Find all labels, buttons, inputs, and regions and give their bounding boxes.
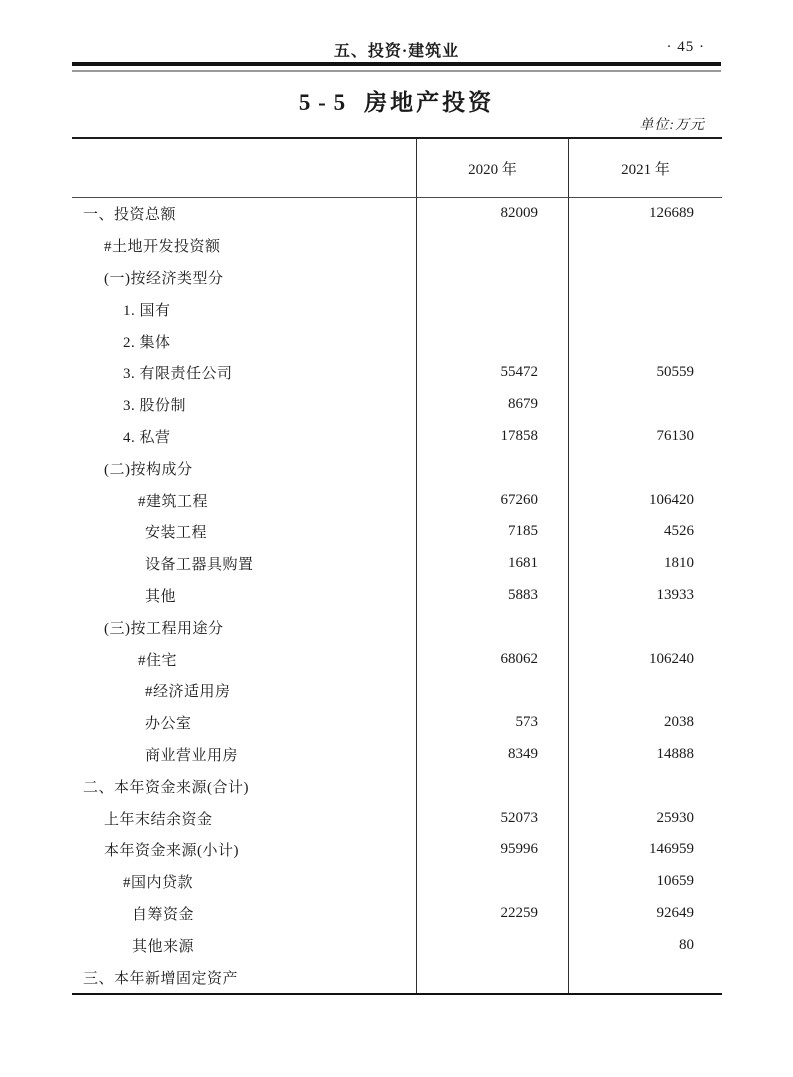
value-2021: 92649 <box>568 898 722 930</box>
table-row <box>72 898 722 930</box>
row-label: (一)按经济类型分 <box>104 270 224 287</box>
row-label: (二)按构成分 <box>104 461 193 478</box>
value-2021 <box>568 230 722 262</box>
table-row <box>72 357 722 389</box>
value-2021 <box>568 389 722 421</box>
col-header-2021: 2021 年 <box>568 139 722 197</box>
value-2020: 1681 <box>416 548 568 580</box>
row-label: 3. 有限责任公司 <box>123 366 233 383</box>
table-row <box>72 770 722 802</box>
head-rule-thick <box>72 62 721 66</box>
row-label: #住宅 <box>138 652 178 669</box>
value-2021: 4526 <box>568 516 722 548</box>
row-label: 自筹资金 <box>132 906 195 923</box>
table-row <box>72 452 722 484</box>
row-label: 其他 <box>145 588 177 605</box>
row-label: 安装工程 <box>145 525 208 542</box>
table-row <box>72 293 722 325</box>
value-2021: 50559 <box>568 357 722 389</box>
value-2021: 80 <box>568 929 722 961</box>
col-header-2020: 2020 年 <box>416 139 568 197</box>
value-2021: 126689 <box>568 198 722 230</box>
table-header-row <box>72 137 722 198</box>
value-2020: 67260 <box>416 484 568 516</box>
value-2020 <box>416 770 568 802</box>
table-row <box>72 929 722 961</box>
value-2021: 106420 <box>568 484 722 516</box>
value-2020 <box>416 452 568 484</box>
row-label: 3. 股份制 <box>123 398 187 415</box>
row-label: 三、本年新增固定资产 <box>83 970 239 987</box>
row-label: (三)按工程用途分 <box>104 620 224 637</box>
value-2020 <box>416 611 568 643</box>
value-2020 <box>416 929 568 961</box>
value-2020 <box>416 262 568 294</box>
row-label: 商业营业用房 <box>145 747 239 764</box>
row-label: 办公室 <box>145 716 192 733</box>
value-2020: 8349 <box>416 739 568 771</box>
table-row <box>72 866 722 898</box>
value-2020: 17858 <box>416 421 568 453</box>
value-2021 <box>568 770 722 802</box>
table-row <box>72 611 722 643</box>
head-rule-thin <box>72 70 721 72</box>
table-row <box>72 643 722 675</box>
value-2020: 573 <box>416 707 568 739</box>
row-label: 2. 集体 <box>123 334 171 351</box>
value-2020: 82009 <box>416 198 568 230</box>
row-label: 本年资金来源(小计) <box>104 843 239 860</box>
table-row <box>72 802 722 834</box>
table-row <box>72 484 722 516</box>
table-row <box>72 389 722 421</box>
value-2021: 14888 <box>568 739 722 771</box>
table-body <box>72 198 722 995</box>
value-2020 <box>416 325 568 357</box>
value-2020: 52073 <box>416 802 568 834</box>
row-label: #建筑工程 <box>138 493 209 510</box>
row-label: 4. 私营 <box>123 429 171 446</box>
table-row <box>72 707 722 739</box>
value-2020: 95996 <box>416 834 568 866</box>
table-row <box>72 516 722 548</box>
value-2021 <box>568 325 722 357</box>
value-2020 <box>416 961 568 993</box>
table-row <box>72 834 722 866</box>
table-title-number: 5 - 5 <box>298 90 347 115</box>
table-title <box>0 84 793 117</box>
value-2020: 22259 <box>416 898 568 930</box>
row-label: 一、投资总额 <box>83 207 177 224</box>
value-2020: 55472 <box>416 357 568 389</box>
table-row <box>72 325 722 357</box>
value-2020: 68062 <box>416 643 568 675</box>
value-2021: 1810 <box>568 548 722 580</box>
page-number: · 45 · <box>666 39 705 55</box>
row-label: 二、本年资金来源(合计) <box>83 779 249 796</box>
value-2021: 10659 <box>568 866 722 898</box>
row-label: #土地开发投资额 <box>104 239 221 256</box>
value-2021 <box>568 452 722 484</box>
row-label: 1. 国有 <box>123 302 171 319</box>
data-table <box>72 137 722 995</box>
table-title-text: 房地产投资 <box>364 90 495 115</box>
value-2021 <box>568 961 722 993</box>
row-label: #经济适用房 <box>145 684 231 701</box>
table-row <box>72 421 722 453</box>
value-2021: 146959 <box>568 834 722 866</box>
value-2020: 8679 <box>416 389 568 421</box>
table-row <box>72 739 722 771</box>
value-2021 <box>568 293 722 325</box>
value-2020 <box>416 293 568 325</box>
value-2021 <box>568 611 722 643</box>
value-2021: 25930 <box>568 802 722 834</box>
table-row <box>72 262 722 294</box>
table-row <box>72 675 722 707</box>
value-2021: 76130 <box>568 421 722 453</box>
value-2020: 7185 <box>416 516 568 548</box>
value-2021 <box>568 675 722 707</box>
value-2021: 2038 <box>568 707 722 739</box>
value-2021: 106240 <box>568 643 722 675</box>
row-label: #国内贷款 <box>123 875 194 892</box>
table-row <box>72 961 722 993</box>
table-row <box>72 198 722 230</box>
value-2021 <box>568 262 722 294</box>
value-2020: 5883 <box>416 580 568 612</box>
table-row <box>72 548 722 580</box>
table-row <box>72 580 722 612</box>
value-2020 <box>416 866 568 898</box>
row-label: 上年末结余资金 <box>104 811 213 828</box>
row-label: 设备工器具购置 <box>145 557 254 574</box>
row-label: 其他来源 <box>132 938 195 955</box>
value-2020 <box>416 675 568 707</box>
stub-header <box>72 139 416 197</box>
value-2021: 13933 <box>568 580 722 612</box>
running-head: 五、投资·建筑业 <box>333 43 460 60</box>
table-row <box>72 230 722 262</box>
unit-note: 单位:万元 <box>639 118 705 133</box>
value-2020 <box>416 230 568 262</box>
